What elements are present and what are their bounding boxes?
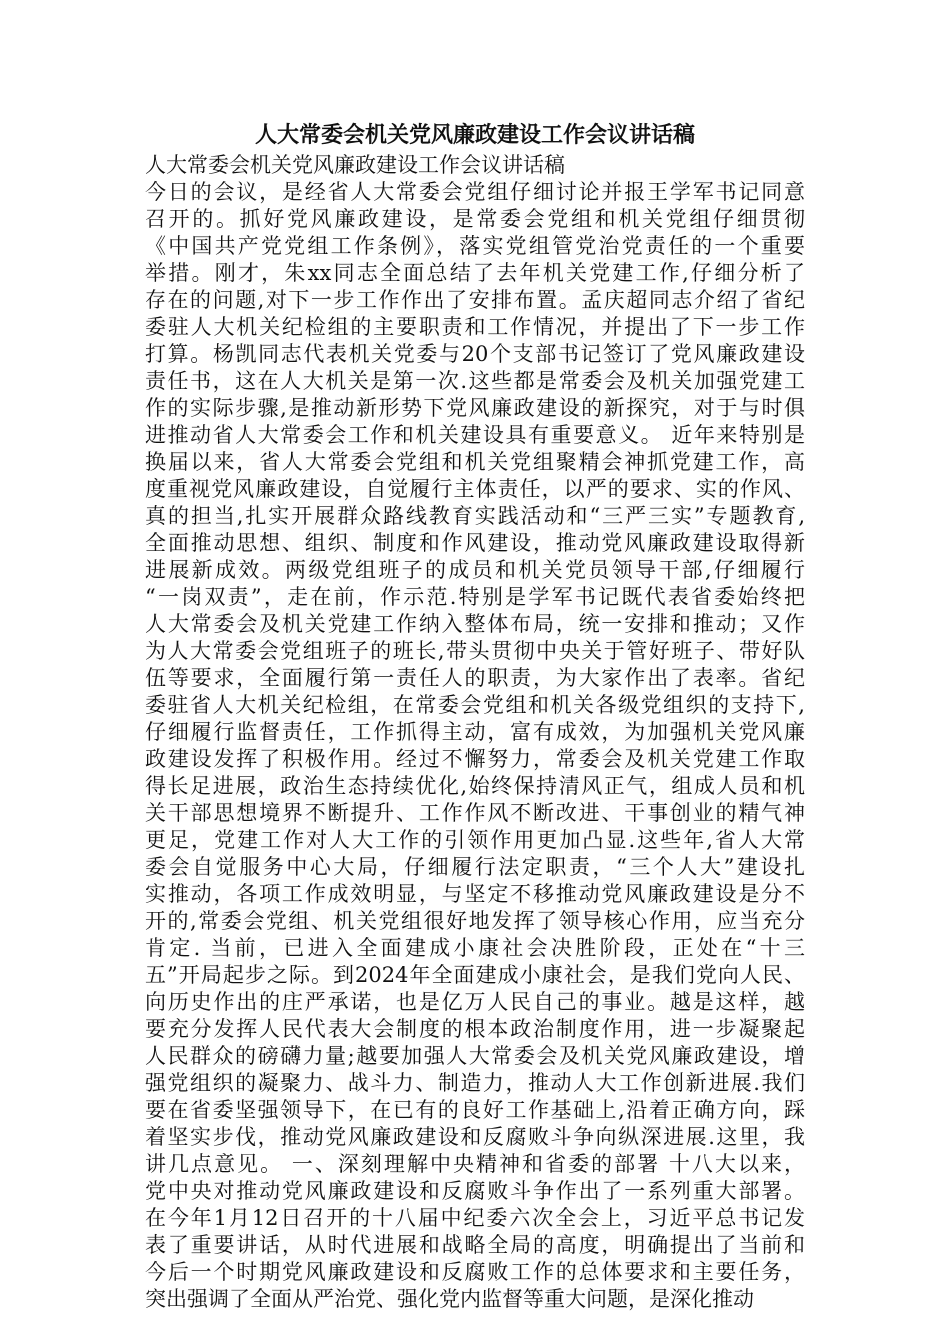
body-line: 着坚实步伐，推动党风廉政建设和反腐败斗争向纵深进展.这里，我 bbox=[145, 1125, 805, 1149]
body-line: 为人大常委会党组班子的班长,带头贯彻中央关于管好班子、带好队 bbox=[145, 639, 805, 663]
body-line: 人大常委会及机关党建工作纳入整体布局，统一安排和推动；又作 bbox=[145, 612, 805, 636]
body-line: 要在省委坚强领导下，在已有的良好工作基础上,沿着正确方向，踩 bbox=[145, 1098, 805, 1122]
body-line: 要充分发挥人民代表大会制度的根本政治制度作用，进一步凝聚起 bbox=[145, 1017, 805, 1041]
document-subtitle: 人大常委会机关党风廉政建设工作会议讲话稿 bbox=[145, 153, 565, 177]
body-line: 召开的。抓好党风廉政建设，是常委会党组和机关党组仔细贯彻 bbox=[145, 207, 805, 231]
document-page bbox=[145, 118, 805, 1313]
body-line: 全面推动思想、组织、制度和作风建设，推动党风廉政建设取得新 bbox=[145, 531, 805, 555]
body-line: 存在的问题,对下一步工作作出了安排布置。孟庆超同志介绍了省纪 bbox=[145, 288, 805, 312]
body-line: 五”开局起步之际。到2024年全面建成小康社会，是我们党向人民、 bbox=[145, 963, 805, 987]
body-line: “一岗双责”，走在前，作示范.特别是学军书记既代表省委始终把 bbox=[145, 585, 805, 609]
body-line: 今日的会议，是经省人大常委会党组仔细讨论并报王学军书记同意 bbox=[145, 180, 805, 204]
body-line: 进推动省人大常委会工作和机关建设具有重要意义。 近年来特别是 bbox=[145, 423, 805, 447]
body-line: 委驻人大机关纪检组的主要职责和工作情况，并提出了下一步工作 bbox=[145, 315, 805, 339]
body-line: 强党组织的凝聚力、战斗力、制造力，推动人大工作创新进展.我们 bbox=[145, 1071, 805, 1095]
body-line: 换届以来，省人大常委会党组和机关党组聚精会神抓党建工作，高 bbox=[145, 450, 805, 474]
body-line: 委驻省人大机关纪检组，在常委会党组和机关各级党组织的支持下, bbox=[145, 693, 805, 717]
body-line: 关干部思想境界不断提升、工作作风不断改进、干事创业的精气神 bbox=[145, 801, 805, 825]
body-line: 进展新成效。两级党组班子的成员和机关党员领导干部,仔细履行 bbox=[145, 558, 805, 582]
body-line: 举措。刚才，朱xx同志全面总结了去年机关党建工作,仔细分析了 bbox=[145, 261, 805, 285]
body-line: 开的,常委会党组、机关党组很好地发挥了领导核心作用，应当充分 bbox=[145, 909, 805, 933]
body-line: 表了重要讲话，从时代进展和战略全局的高度，明确提出了当前和 bbox=[145, 1233, 805, 1257]
body-line: 责任书，这在人大机关是第一次.这些都是常委会及机关加强党建工 bbox=[145, 369, 805, 393]
body-line: 政建设发挥了积极作用。经过不懈努力，常委会及机关党建工作取 bbox=[145, 747, 805, 771]
body-line: 人民群众的磅礴力量;越要加强人大常委会及机关党风廉政建设，增 bbox=[145, 1044, 805, 1068]
body-line: 肯定. 当前，已进入全面建成小康社会决胜阶段，正处在“十三 bbox=[145, 936, 805, 960]
body-line: 伍等要求，全面履行第一责任人的职责，为大家作出了表率。省纪 bbox=[145, 666, 805, 690]
body-line: 真的担当,扎实开展群众路线教育实践活动和“三严三实”专题教育, bbox=[145, 504, 805, 528]
body-line: 度重视党风廉政建设，自觉履行主体责任，以严的要求、实的作风、 bbox=[145, 477, 805, 501]
body-line: 更足，党建工作对人大工作的引领作用更加凸显.这些年,省人大常 bbox=[145, 828, 805, 852]
body-line: 在今年1月12日召开的十八届中纪委六次全会上，习近平总书记发 bbox=[145, 1206, 805, 1230]
document-title: 人大常委会机关党风廉政建设工作会议讲话稿 bbox=[254, 122, 695, 148]
body-line: 得长足进展，政治生态持续优化,始终保持清风正气，组成人员和机 bbox=[145, 774, 805, 798]
body-line: 今后一个时期党风廉政建设和反腐败工作的总体要求和主要任务， bbox=[145, 1260, 805, 1284]
body-line: 实推动，各项工作成效明显，与坚定不移推动党风廉政建设是分不 bbox=[145, 882, 805, 906]
document-body bbox=[145, 179, 805, 1313]
body-line: 作的实际步骤,是推动新形势下党风廉政建设的新探究，对于与时俱 bbox=[145, 396, 805, 420]
body-line: 打算。杨凯同志代表机关党委与20个支部书记签订了党风廉政建设 bbox=[145, 342, 805, 366]
body-line: 委会自觉服务中心大局，仔细履行法定职责，“三个人大”建设扎 bbox=[145, 855, 805, 879]
body-line: 突出强调了全面从严治党、强化党内监督等重大问题，是深化推动 bbox=[145, 1287, 754, 1311]
body-line: 党中央对推动党风廉政建设和反腐败斗争作出了一系列重大部署。 bbox=[145, 1179, 805, 1203]
body-line: 向历史作出的庄严承诺，也是亿万人民自己的事业。越是这样，越 bbox=[145, 990, 805, 1014]
body-line: 仔细履行监督责任，工作抓得主动，富有成效，为加强机关党风廉 bbox=[145, 720, 805, 744]
body-line: 《中国共产党党组工作条例》，落实党组管党治党责任的一个重要 bbox=[145, 234, 805, 258]
body-line: 讲几点意见。 一、深刻理解中央精神和省委的部署 十八大以来， bbox=[145, 1152, 805, 1176]
